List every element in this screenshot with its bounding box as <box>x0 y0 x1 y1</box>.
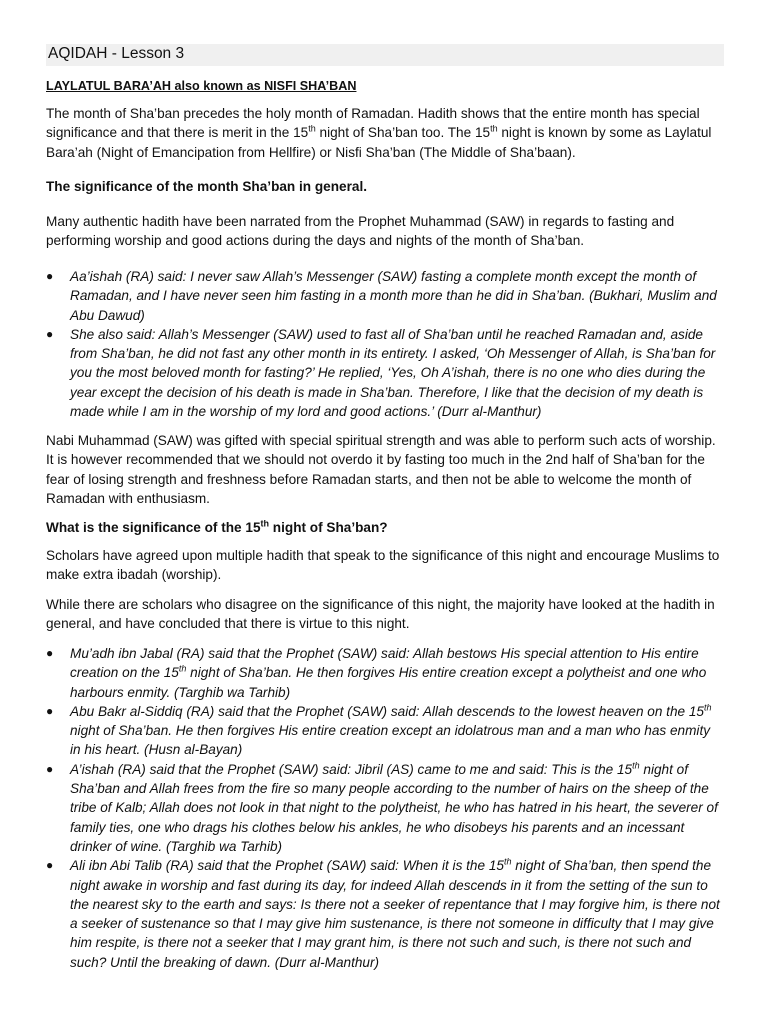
ordinal-suffix: th <box>632 760 640 771</box>
lesson-title: AQIDAH - Lesson 3 <box>48 45 185 62</box>
intro-text-2: night of Sha’ban too. The 15 <box>315 125 491 141</box>
list-item-text: Ali ibn Abi Talib (RA) said that the Prophet (SAW) said: When it is the 15 <box>70 858 504 874</box>
ordinal-suffix: th <box>308 123 316 134</box>
lesson-header-bar <box>46 44 724 66</box>
list-item-text: She also said: Allah’s Messenger (SAW) used to fast all of Sha’ban until he reached Ramadan and, aside from Sha’ban, he did not fast any other month in its entirety. I asked, ‘Oh Messenger of Allah, is Sha’ban for you the most beloved month for fasting?’ He replied, ‘Yes, Oh A’ishah, there is no one who dies during the year except the decision of his death is made in Sha’ban. Therefore, I like that the decision of my death is made while I am in the worship of my lord and good actions.’ (Durr al-Manthur) <box>70 326 716 420</box>
paragraph-nabi-strength: Nabi Muhammad (SAW) was gifted with special spiritual strength and was able to perform such acts of worship. It is however recommended that we should not overdo it by fasting too much in the 2nd half of Sha’ban for the fear of losing strength and freshness before Ramadan starts, and then not be able to welcome the month of Ramadan with enthusiasm. <box>46 433 716 506</box>
list-item <box>46 325 724 421</box>
list-item-text: night of Sha’ban, then spend the night awake in worship and fast during its day, for indeed Allah descends in it from the setting of the sun to the nearest sky to the earth and says: Is there not a seeker of repentance that I may forgive him, is there not a seeker of sustenance so that I may give him sustenance, is there not someone in difficulty that I may give him respite, is there not a seeker that I may grant him, is there not such and such, is there not such and such? Until the breaking of dawn. (Durr al-Manthur) <box>70 858 720 970</box>
bullet-icon: ● <box>46 761 54 776</box>
list-item-text: Mu’adh ibn Jabal (RA) said that the Prophet (SAW) said: Allah bestows His special attention to His entire creation on the 15 <box>70 646 699 681</box>
list-item <box>46 644 724 702</box>
ordinal-suffix: th <box>503 856 512 867</box>
heading-text-1: What is the significance of the 15 <box>46 520 261 535</box>
hadith-list-month <box>46 267 724 421</box>
intro-paragraph <box>46 104 724 162</box>
list-item-text: A’ishah (RA) said that the Prophet (SAW) said: Jibril (AS) came to me and said: This is the 15 <box>70 761 633 777</box>
list-item <box>46 760 724 856</box>
ordinal-suffix: th <box>260 518 270 529</box>
list-item <box>46 856 724 972</box>
bullet-icon: ● <box>46 703 54 718</box>
list-item-text: night of Sha’ban. He then forgives His entire creation except a polytheist and one who harbours enmity. (Targhib wa Tarhib) <box>70 665 707 700</box>
paragraph-authentic-hadith: Many authentic hadith have been narrated from the Prophet Muhammad (SAW) in regards to fasting and performing worship and good actions during the days and nights of the month of Sha’ban. <box>46 214 675 249</box>
list-item-text: night of Sha’ban. He then forgives His entire creation except an idolatrous man and a man who has enmity in his heart. (Husn al-Bayan) <box>70 723 711 758</box>
bullet-icon: ● <box>46 269 54 283</box>
hadith-list-15th-night <box>46 644 724 972</box>
intro-text-3: night is known by some as Laylatul Bara’ah (Night of Emancipation from Hellfire) or Nisfi Sha’ban (The Middle of Sha’baan). <box>46 125 712 160</box>
bullet-icon: ● <box>46 646 54 660</box>
ordinal-suffix: th <box>490 123 498 134</box>
intro-text-1: The month of Sha’ban precedes the holy month of Ramadan. Hadith shows that the entire month has special significance and that there is merit in the 15 <box>46 106 700 141</box>
heading-text-2: night of Sha’ban? <box>269 520 388 535</box>
paragraph-scholars-disagree: While there are scholars who disagree on the significance of this night, the majority have looked at the hadith in general, and have concluded that there is virtue to this night. <box>46 597 715 632</box>
list-item <box>46 267 724 325</box>
ordinal-suffix: th <box>703 702 712 713</box>
list-item-text: Abu Bakr al-Siddiq (RA) said that the Prophet (SAW) said: Allah descends to the lowest heaven on the 15 <box>70 703 704 719</box>
document-subtitle: LAYLATUL BARA’AH also known as NISFI SHA’BAN <box>46 79 357 93</box>
bullet-icon: ● <box>46 326 54 341</box>
list-item-text: night of Sha’ban and Allah frees from the fire so many people according to the number of hairs on the sheep of the tribe of Kalb; Allah does not look in that night to the polytheist, he who has hatred in his heart, the severer of family ties, one who drags his clothes below his ankles, he who disobeys his parents and an incessant drinker of wine. (Targhib wa Tarhib) <box>70 761 718 854</box>
section-heading-15th-night <box>46 518 724 537</box>
bullet-icon: ● <box>46 858 54 873</box>
paragraph-scholars-agreed: Scholars have agreed upon multiple hadith that speak to the significance of this night and encourage Muslims to make extra ibadah (worship). <box>46 548 720 583</box>
list-item-text: Aa’ishah (RA) said: I never saw Allah’s Messenger (SAW) fasting a complete month except the month of Ramadan, and I have never seen him fasting in a month more than he did in Sha’ban. (Bukhari, Muslim and Abu Dawud) <box>70 269 717 323</box>
section-heading-month: The significance of the month Sha’ban in general. <box>46 179 368 194</box>
list-item <box>46 702 724 760</box>
ordinal-suffix: th <box>178 663 187 674</box>
